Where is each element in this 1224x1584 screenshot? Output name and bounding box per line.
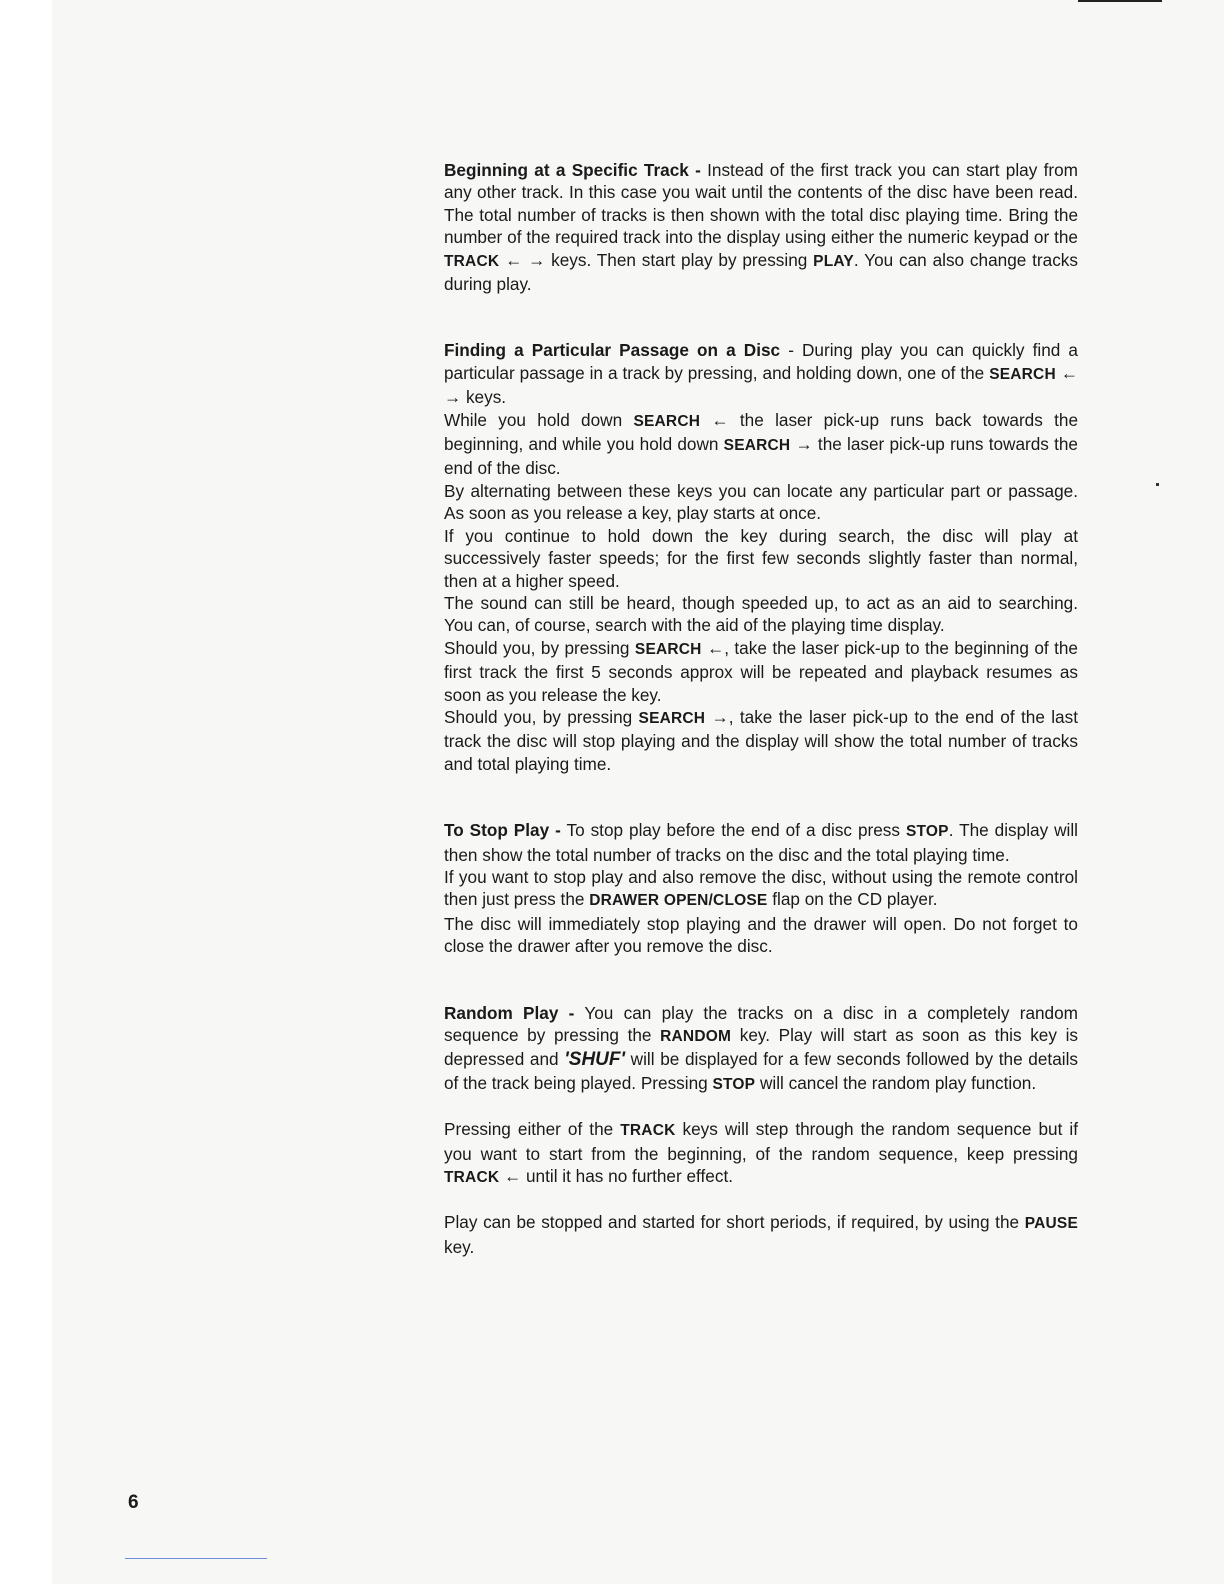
- top-rule: [1078, 0, 1162, 2]
- display-text-shuf: 'SHUF': [564, 1049, 626, 1071]
- text: - During play you can quickly find a particular passage in a track by pressing, and holding down, one of the: [444, 340, 1078, 383]
- section-heading: Random Play -: [444, 1002, 575, 1023]
- text: key.: [444, 1236, 475, 1257]
- text: You can play the tracks on a disc in a completely random sequence by pressing the: [444, 1002, 1078, 1045]
- key-label: TRACK: [620, 1122, 676, 1140]
- page-number: 6: [128, 1492, 139, 1513]
- section-random-play: [444, 1002, 1078, 1259]
- key-label: RANDOM: [660, 1028, 732, 1045]
- body-column: [444, 159, 1078, 1258]
- text: will be displayed for a few seconds followed by the details of the track being played. Pressing: [444, 1049, 1078, 1093]
- text: flap on the CD player.: [767, 889, 938, 910]
- key-label: TRACK: [444, 1169, 500, 1187]
- text: key. Play will start as soon as this key is depressed and: [444, 1025, 1078, 1070]
- paragraph: [444, 1002, 1078, 1097]
- paragraph: If you continue to hold down the key during search, the disc will play at successively faster speeds; for the first few seconds slightly faster than normal, then at a higher speed.: [444, 525, 1078, 591]
- text: ← the laser pick-up runs back towards the beginning, and while you hold down: [444, 409, 1079, 455]
- text: will cancel the random play function.: [755, 1072, 1037, 1093]
- section-heading: Finding a Particular Passage on a Disc: [444, 340, 781, 361]
- paragraph: The sound can still be heard, though speeded up, to act as an aid to searching. You can, of course, search with the aid of the playing time display.: [444, 592, 1078, 636]
- text: ← until it has no further effect.: [499, 1166, 733, 1187]
- text: If you want to stop play and also remove the disc, without using the remote control then just press the: [444, 866, 1078, 910]
- section-finding-passage: [444, 339, 1078, 775]
- key-label: SEARCH: [638, 709, 706, 727]
- key-label: DRAWER OPEN/CLOSE: [589, 892, 768, 910]
- text: → the laser pick-up runs towards the end of the disc.: [444, 434, 1078, 479]
- paragraph: [444, 866, 1078, 913]
- text: Play can be stopped and started for short periods, if required, by using the: [444, 1212, 1025, 1233]
- section-stop-play: [444, 819, 1078, 957]
- page-margin: [0, 0, 52, 1584]
- section-heading: To Stop Play -: [444, 820, 561, 841]
- key-label: PAUSE: [1024, 1215, 1078, 1233]
- key-label: TRACK: [444, 252, 500, 270]
- paragraph: [444, 1118, 1078, 1189]
- paragraph: The disc will immediately stop playing and the drawer will open. Do not forget to close the drawer after you remove the disc.: [444, 913, 1078, 957]
- key-label: STOP: [905, 823, 949, 841]
- paragraph: By alternating between these keys you can locate any particular part or passage. As soon as you release a key, play starts at once.: [444, 480, 1078, 524]
- text: ←, take the laser pick-up to the beginning of the first track the first 5 seconds approx will be repeated and playback resumes as soon as you release the key.: [444, 637, 1078, 705]
- section-specific-track: [444, 159, 1078, 295]
- scan-mark: [1156, 483, 1159, 486]
- text: keys will step through the random sequence but if you want to start from the beginning, of the random sequence, keep pressing: [444, 1119, 1078, 1164]
- bottom-rule: [125, 1558, 267, 1559]
- key-label: SEARCH: [634, 640, 702, 658]
- paragraph: [444, 409, 1078, 480]
- text: . The display will then show the total number of tracks on the disc and the total playing time.: [444, 820, 1078, 865]
- text: ← → keys. Then start play by pressing: [499, 249, 814, 270]
- key-label: SEARCH: [989, 365, 1056, 383]
- paragraph: [444, 819, 1078, 866]
- text: Should you, by pressing: [444, 637, 635, 658]
- key-label: PLAY: [813, 252, 854, 270]
- key-label: STOP: [712, 1075, 756, 1093]
- text: →, take the laser pick-up to the end of the last track the disc will stop playing and the display will show the total number of tracks and total playing time.: [444, 706, 1078, 774]
- paragraph: [444, 159, 1078, 295]
- text: To stop play before the end of a disc press: [560, 820, 906, 841]
- paragraph: [444, 339, 1078, 408]
- paragraph: [444, 637, 1078, 706]
- section-heading: Beginning at a Specific Track -: [444, 160, 701, 180]
- text: Instead of the first track you can start play from any other track. In this case you wait until the contents of the disc have been read. The total number of tracks is then shown with the total disc playing time. Bring the number of the required track into the display using either the numeric keypad or the: [444, 160, 1078, 248]
- paragraph: [444, 1211, 1078, 1258]
- text: Pressing either of the: [444, 1119, 621, 1140]
- key-label: SEARCH: [723, 437, 791, 455]
- paragraph: [444, 706, 1078, 775]
- text: . You can also change tracks during play.: [444, 249, 1078, 295]
- text: While you hold down: [444, 409, 634, 430]
- text: Should you, by pressing: [444, 706, 639, 727]
- text: ← → keys.: [444, 362, 1078, 408]
- key-label: SEARCH: [633, 412, 701, 430]
